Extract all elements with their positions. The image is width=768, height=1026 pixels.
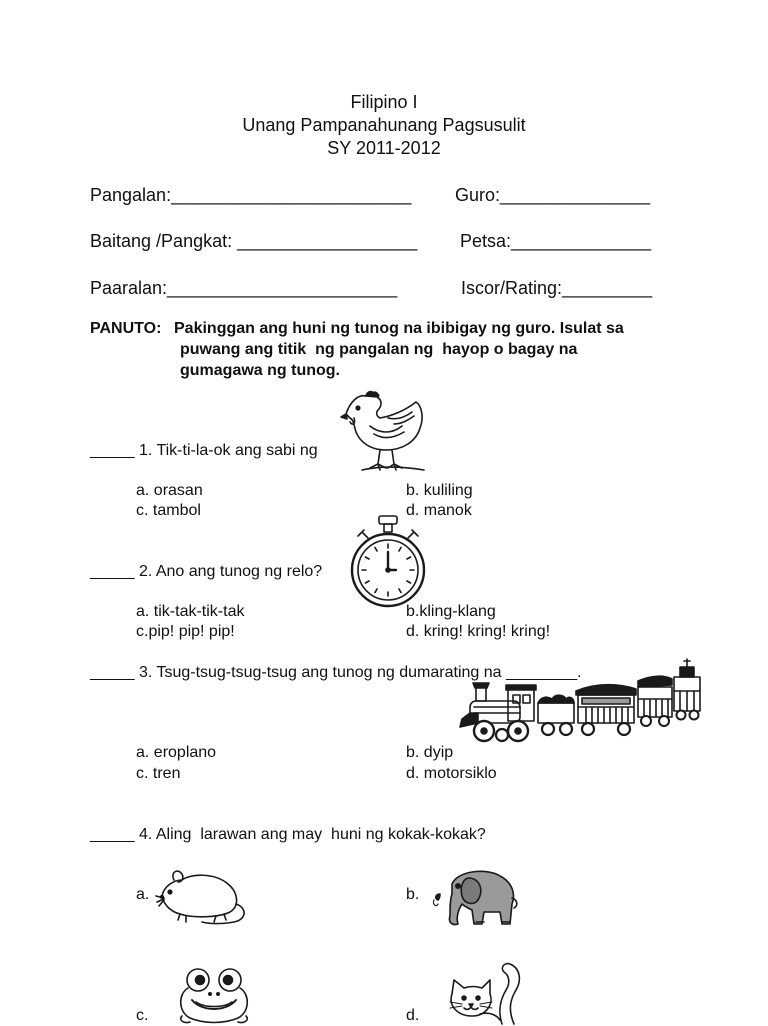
school-year: SY 2011-2012 [327, 138, 441, 158]
choice-2d: d. kring! kring! kring! [406, 623, 551, 640]
choice-2b: b.kling-klang [406, 603, 496, 620]
mouse-icon [156, 866, 246, 926]
question-2: _____ 2. Ano ang tunog ng relo? [90, 563, 323, 580]
choice-1d: d. manok [406, 502, 472, 519]
cat-icon [444, 960, 528, 1024]
directions-label: PANUTO: [90, 320, 162, 337]
choice-4b: b. [406, 886, 420, 903]
choice-4d: d. [406, 1007, 420, 1024]
question-1: _____ 1. Tik-ti-la-ok ang sabi ng [90, 442, 318, 459]
subject-title: Filipino I [350, 92, 418, 112]
exam-title: Unang Pampanahunang Pagsusulit [242, 115, 526, 135]
hen-icon [340, 388, 428, 472]
stopwatch-icon [350, 514, 426, 610]
choice-3a: a. eroplano [136, 744, 217, 761]
frog-icon [174, 966, 254, 1024]
school-field: Paaralan:_______________________ [90, 278, 398, 298]
choice-1c: c. tambol [136, 502, 201, 519]
directions-line: Pakinggan ang huni ng tunog na ibibigay ng guro. Isulat sa [174, 320, 624, 337]
choice-2c: c.pip! pip! pip! [136, 623, 235, 640]
question-4: _____ 4. Aling larawan ang may huni ng kokak-kokak? [90, 826, 486, 843]
choice-3b: b. dyip [406, 744, 454, 761]
choice-4c: c. [136, 1007, 149, 1024]
choice-3d: d. motorsiklo [406, 765, 497, 782]
directions-line: gumagawa ng tunog. [180, 362, 340, 379]
date-field: Petsa:______________ [460, 231, 652, 251]
choice-1b: b. kuliling [406, 482, 473, 499]
choice-2a: a. tik-tak-tik-tak [136, 603, 245, 620]
choice-3c: c. tren [136, 765, 181, 782]
elephant-icon [428, 864, 520, 932]
directions-line: puwang ang titik ng pangalan ng hayop o bagay na [180, 341, 578, 358]
question-3: _____ 3. Tsug-tsug-tsug-tsug ang tunog ng dumarating na ________. [90, 664, 582, 681]
choice-4a: a. [136, 886, 150, 903]
name-field: Pangalan:________________________ [90, 185, 412, 205]
choice-1a: a. orasan [136, 482, 203, 499]
score-field: Iscor/Rating:_________ [461, 278, 653, 298]
train-icon [456, 655, 704, 747]
teacher-field: Guro:_______________ [455, 185, 651, 205]
grade-section-field: Baitang /Pangkat: __________________ [90, 231, 418, 251]
